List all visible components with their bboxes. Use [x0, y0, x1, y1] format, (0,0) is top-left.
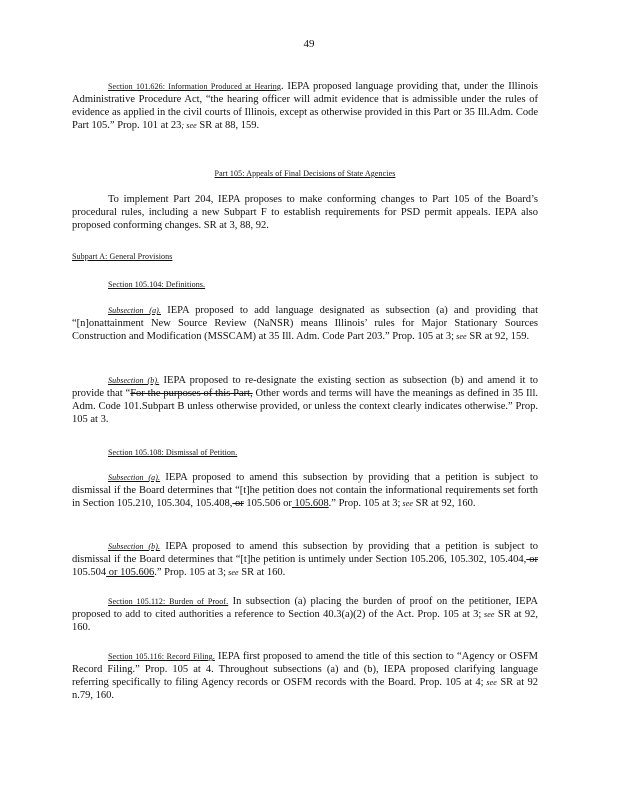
paragraph-text: .” Prop. 105 at 3;: [154, 567, 226, 578]
section-105-116-heading: Section 105.116: Record Filing.: [108, 652, 215, 661]
paragraph-text: . IEPA proposed language providing that, under the Illinois Administrative Procedure Act, “the hearing officer will admit evidence that is admissible under the rules of evidence as applied in the civil courts of Illinois, except as otherwise provided in this Part or 35 Ill.Adm. Code Part 105.” Prop. 101 at 23: [72, 81, 538, 131]
subsection-b-label: Subsection (b).: [108, 376, 160, 385]
paragraph-text: Other words and terms will have the meanings as defined in 35 Ill. Adm. Code 101.Subpart B unless otherwise provided, or unless the context clearly indicates otherwise.” Prop. 105 at 3.: [72, 388, 539, 425]
paragraph-105-116: [72, 650, 538, 702]
paragraph-citation: SR at 92, 159.: [466, 331, 530, 342]
section-105-112-heading: Section 105.112: Burden of Proof.: [108, 597, 229, 606]
struck-text: or: [526, 554, 538, 565]
inserted-text: or 105.606: [106, 567, 155, 578]
paragraph-implement: To implement Part 204, IEPA proposes to make conforming changes to Part 105 of the Board’s procedural rules, including a new Subpart F to establish requirements for PSD permit appeals. IEPA also proposed conforming changes. SR at 3, 88, 92.: [72, 194, 538, 231]
paragraph-citation: SR at 92, 160.: [72, 609, 539, 633]
see-signal: see: [481, 610, 495, 619]
struck-text: For the purposes of this Part,: [130, 388, 253, 399]
see-signal: see: [483, 678, 497, 687]
section-105-108-heading-block: [72, 446, 538, 459]
inserted-text: 105.608: [291, 498, 329, 509]
subpart-a-heading-block: [72, 250, 538, 263]
paragraph-105-108-a: [72, 471, 538, 510]
see-signal: see: [226, 568, 239, 577]
paragraph-text: .” Prop. 105 at 3;: [328, 498, 401, 509]
paragraph-105-104-a: [72, 304, 538, 343]
part-105-heading-block: [72, 167, 538, 180]
paragraph-citation: SR at 92 n.79, 160.: [72, 677, 538, 701]
paragraph-text: 105.504: [72, 567, 107, 578]
see-signal: ; see: [181, 121, 197, 130]
paragraph-105-112: [72, 595, 538, 634]
subpart-a-heading: Subpart A: General Provisions: [72, 252, 173, 261]
part-105-heading: Part 105: Appeals of Final Decisions of State Agencies: [214, 169, 396, 178]
paragraph-text: IEPA proposed to amend this subsection by providing that a petition is subject to dismissal if the Board determines that “[t]he petition is untimely under Section 105.206, 105.302, 105.404,: [72, 541, 538, 565]
paragraph-text: IEPA proposed to amend this subsection by providing that a petition is subject to dismissal if the Board determines that “[t]he petition does not contain the informational requirements set forth in Section 105.210, 105.304, 105.408,: [72, 472, 538, 509]
section-105-108-heading: Section 105.108: Dismissal of Petition.: [108, 448, 238, 457]
section-105-104-heading: Section 105.104: Definitions.: [108, 280, 206, 289]
paragraph-text: 105.506 or: [243, 498, 292, 509]
paragraph-text: In subsection (a) placing the burden of proof on the petitioner, IEPA proposed to add to cited authorities a reference to Section 40.3(a)(2) of the Act. Prop. 105 at 3;: [72, 596, 539, 620]
see-signal: see: [454, 332, 467, 341]
section-heading-101-626: Section 101.626: Information Produced at Hearing: [108, 82, 281, 91]
paragraph-105-104-b: [72, 374, 538, 426]
paragraph-citation: SR at 88, 159.: [196, 120, 260, 131]
struck-text: or: [232, 498, 244, 509]
subsection-a-label: Subsection (a).: [108, 306, 162, 315]
paragraph-text: IEPA first proposed to amend the title of this section to “Agency or OSFM Record Filing.” Prop. 105 at 4. Throughout subsections (a) and (b), IEPA proposed clarifying language referring specifically to filing Agency records or OSFM records with the Board. Prop. 105 at 4;: [72, 651, 538, 688]
page-number: 49: [303, 38, 315, 50]
subsection-a-label: Subsection (a).: [108, 473, 161, 482]
section-105-104-heading-block: [72, 278, 538, 291]
paragraph-text: IEPA proposed to re-designate the existing section as subsection (b) and amend it to provide that “: [72, 375, 538, 399]
paragraph-text: IEPA proposed to add language designated as subsection (a) and providing that “[n]onattainment New Source Review (NaNSR) means Illinois’ rules for Major Stationary Sources Construction and Modification (MSSCAM) at 35 Ill. Adm. Code Part 203.” Prop. 105 at 3;: [72, 305, 538, 342]
paragraph-101-626: [72, 80, 538, 132]
paragraph-105-108-b: [72, 540, 538, 579]
paragraph-citation: SR at 92, 160.: [413, 498, 476, 509]
paragraph-citation: SR at 160.: [238, 567, 286, 578]
see-signal: see: [400, 499, 414, 508]
subsection-b-label: Subsection (b).: [108, 542, 161, 551]
